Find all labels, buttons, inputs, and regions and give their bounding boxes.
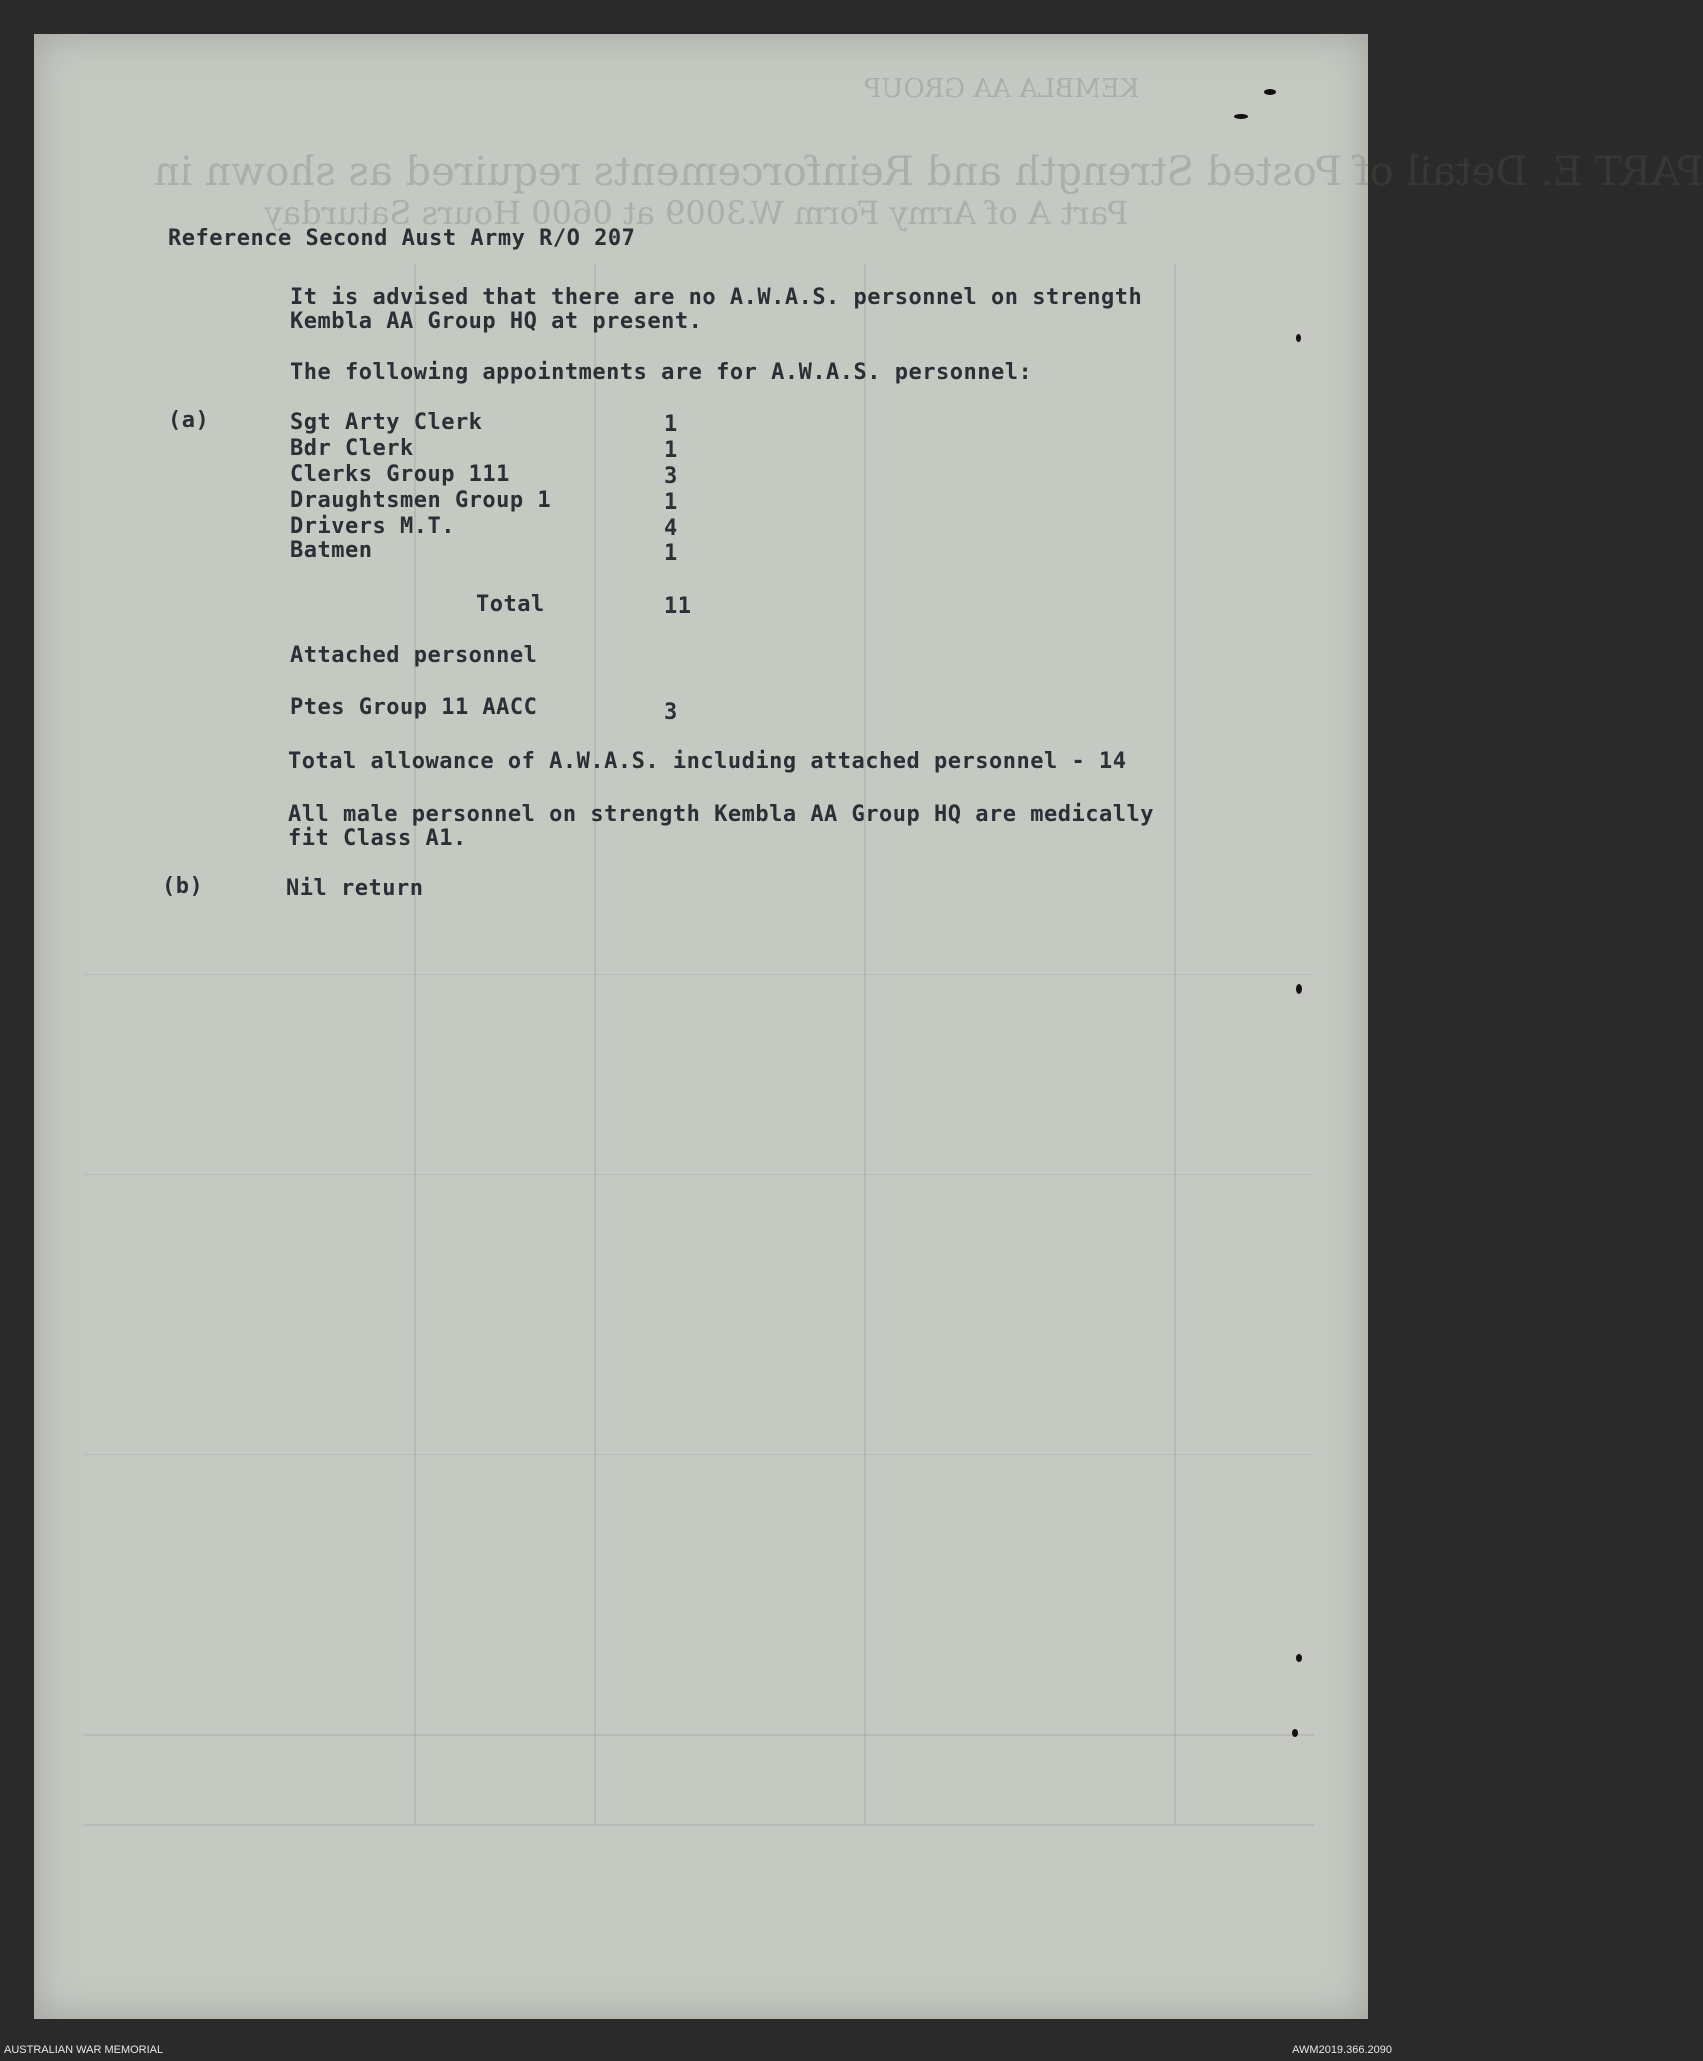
ink-speck [1296, 334, 1301, 342]
total-label: Total [476, 592, 545, 617]
bleed-line [1174, 264, 1176, 1824]
appointment-count: 3 [664, 464, 678, 489]
reference-line: Reference Second Aust Army R/O 207 [168, 226, 636, 251]
ink-speck [1296, 1654, 1302, 1662]
total-allowance-line: Total allowance of A.W.A.S. including attached personnel - 14 [288, 749, 1127, 774]
advice-line-2: Kembla AA Group HQ at present. [290, 309, 703, 334]
attached-personnel-name: Ptes Group 11 AACC [290, 695, 538, 720]
archive-id: AWM2019.366.2090 [1292, 2044, 1392, 2056]
advice-line-1: It is advised that there are no A.W.A.S. personnel on strength [290, 285, 1143, 310]
attached-personnel-count: 3 [664, 700, 678, 725]
appointment-name: Clerks Group 111 [290, 462, 510, 487]
appointment-count: 1 [664, 541, 678, 566]
nil-return: Nil return [286, 876, 424, 901]
total-value: 11 [664, 594, 692, 619]
attached-heading: Attached personnel [290, 643, 538, 668]
appointment-name: Sgt Arty Clerk [290, 410, 483, 435]
bleed-line [84, 1454, 1314, 1455]
bleed-line [594, 264, 596, 1824]
appointment-count: 1 [664, 490, 678, 515]
bleed-line [864, 264, 866, 1824]
appointment-name: Drivers M.T. [290, 514, 455, 539]
archive-credit: AUSTRALIAN WAR MEMORIAL [4, 2044, 164, 2056]
bleed-line [84, 1734, 1314, 1736]
section-label-b: (b) [162, 874, 204, 899]
bleed-line [84, 974, 1314, 975]
bleed-line [84, 1174, 1314, 1175]
bleed-through-subheading: Part A of Army Form W.3009 at 0600 Hours Saturday [264, 194, 1129, 232]
bleed-line [84, 1824, 1314, 1826]
ink-speck [1296, 984, 1302, 994]
appointment-count: 4 [664, 516, 678, 541]
ink-speck [1264, 89, 1276, 95]
medical-line-2: fit Class A1. [288, 826, 467, 851]
appointment-name: Bdr Clerk [290, 436, 414, 461]
ink-speck [1292, 1729, 1298, 1737]
bleed-through-stamp: KEMBLA AA GROUP [864, 74, 1140, 104]
appointment-name: Batmen [290, 538, 373, 563]
medical-line-1: All male personnel on strength Kembla AA Group HQ are medically [288, 802, 1154, 827]
appointments-intro: The following appointments are for A.W.A.S. personnel: [290, 360, 1033, 385]
appointment-count: 1 [664, 412, 678, 437]
appointment-count: 1 [664, 438, 678, 463]
bleed-through-heading: PART E. Detail of Posted Strength and Reinforcements required as shown in [154, 149, 1703, 195]
appointment-name: Draughtsmen Group 1 [290, 488, 552, 513]
section-label-a: (a) [168, 408, 210, 433]
ink-speck [1234, 114, 1248, 119]
